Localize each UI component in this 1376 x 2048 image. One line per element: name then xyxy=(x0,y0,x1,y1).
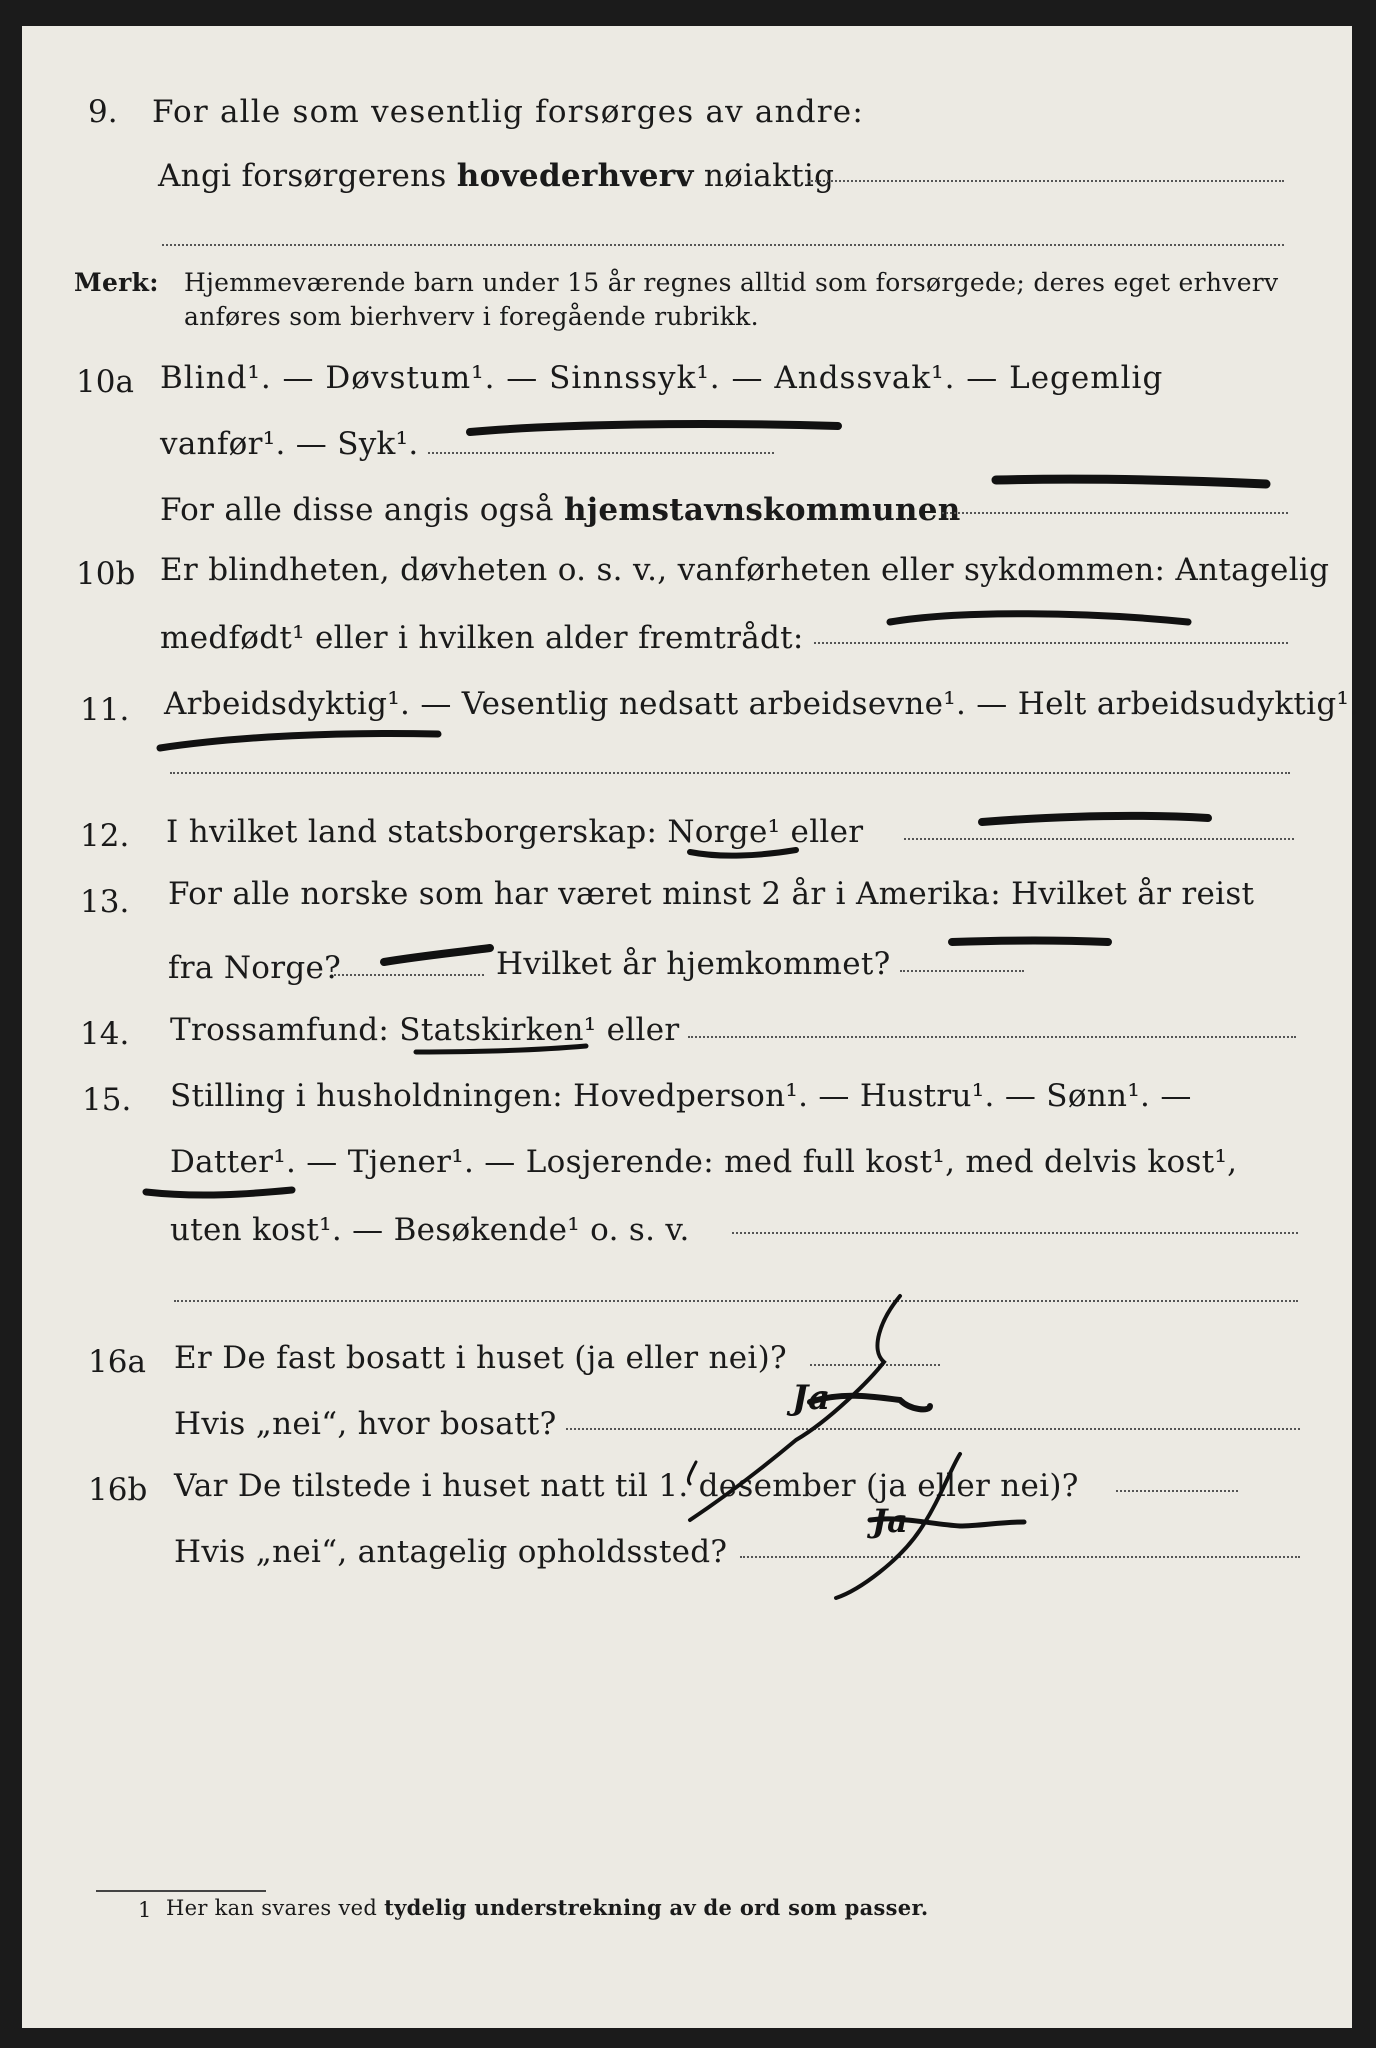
question-text: For alle som vesentlig forsørges av andre: xyxy=(152,94,864,130)
question-number: 9. xyxy=(88,94,118,130)
question-text: fra Norge? xyxy=(168,950,342,986)
footnote-mark: 1 xyxy=(138,1898,152,1922)
question-text: Hvilket år hjemkommet? xyxy=(496,946,891,982)
question-number: 16b xyxy=(88,1472,148,1508)
question-number: 15. xyxy=(82,1082,132,1118)
question-text: Datter¹. — Tjener¹. — Losjerende: med full kost¹, med delvis kost¹, xyxy=(170,1144,1238,1180)
question-text: Er blindheten, døvheten o. s. v., vanførheten eller sykdommen: Antagelig xyxy=(160,552,1330,588)
question-number: 13. xyxy=(80,884,130,920)
question-text: Er De fast bosatt i huset (ja eller nei)? xyxy=(174,1340,787,1376)
question-text: Blind¹. — Døvstum¹. — Sinnssyk¹. — Andssvak¹. — Legemlig xyxy=(160,360,1164,396)
question-text: For alle norske som har været minst 2 år i Amerika: Hvilket år reist xyxy=(168,876,1255,912)
question-text: medfødt¹ eller i hvilken alder fremtrådt: xyxy=(160,620,804,656)
question-text: I hvilket land statsborgerskap: Norge¹ eller xyxy=(166,814,864,850)
footnote-text: Her kan svares ved tydelig understrekning av de ord som passer. xyxy=(166,1895,929,1920)
footnote-rule xyxy=(96,1890,266,1892)
question-text: Arbeidsdyktig¹. — Vesentlig nedsatt arbeidsevne¹. — Helt arbeidsudyktig¹. xyxy=(164,686,1360,722)
question-number: 10b xyxy=(76,556,136,592)
question-text: uten kost¹. — Besøkende¹ o. s. v. xyxy=(170,1212,690,1248)
question-text: Angi forsørgerens hovederhverv nøiaktig xyxy=(158,158,835,194)
question-number: 16a xyxy=(88,1344,146,1380)
question-text: Var De tilstede i huset natt til 1. desember (ja eller nei)? xyxy=(174,1468,1079,1504)
note-text: Hjemmeværende barn under 15 år regnes alltid som forsørgede; deres eget erhverv xyxy=(184,268,1279,297)
note-label: Merk: xyxy=(74,268,159,297)
handwritten-answer-16a: Ja xyxy=(792,1378,831,1418)
question-text: Stilling i husholdningen: Hovedperson¹. — Hustru¹. — Sønn¹. — xyxy=(170,1078,1192,1114)
question-number: 10a xyxy=(76,364,134,400)
question-number: 14. xyxy=(80,1016,130,1052)
note-text: anføres som bierhverv i foregående rubrikk. xyxy=(184,302,759,331)
question-text: Hvis „nei“, antagelig opholdssted? xyxy=(174,1534,728,1570)
question-text: For alle disse angis også hjemstavnskommunen xyxy=(160,492,961,528)
question-number: 11. xyxy=(80,692,130,728)
question-text: Trossamfund: Statskirken¹ eller xyxy=(170,1012,680,1048)
question-text: vanfør¹. — Syk¹. xyxy=(160,426,419,462)
question-number: 12. xyxy=(80,818,130,854)
question-text: Hvis „nei“, hvor bosatt? xyxy=(174,1406,557,1442)
handwritten-answer-16b: Ja xyxy=(872,1502,908,1540)
